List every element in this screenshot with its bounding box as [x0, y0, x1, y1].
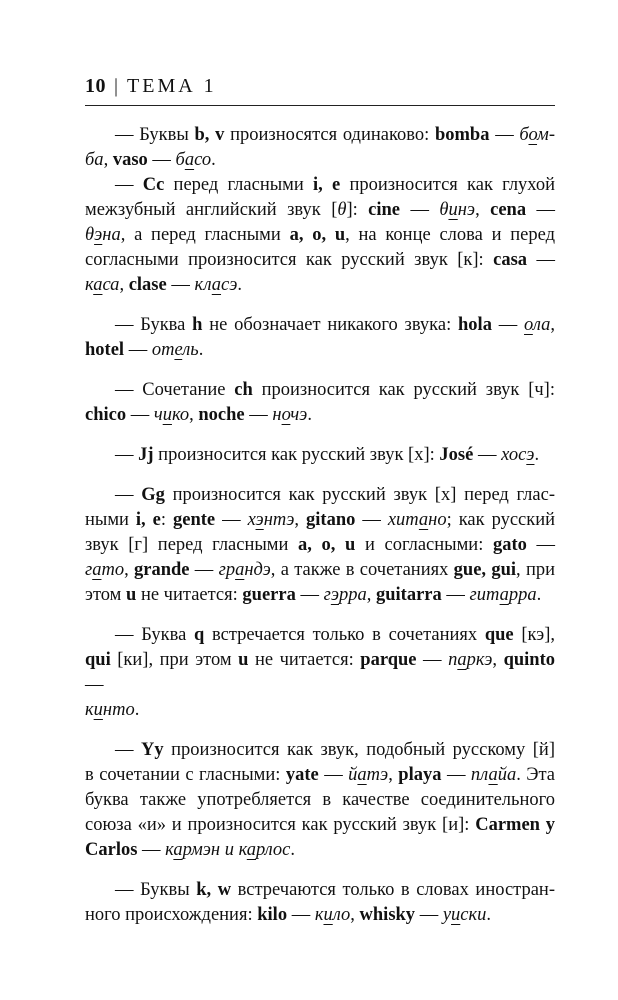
bold-run: whisky [359, 905, 416, 925]
text-line [85, 813, 555, 838]
text-run: — Буквы [115, 125, 195, 145]
bold-run: Carmen y [475, 815, 555, 835]
text-run: в сочетании с гласными: [85, 765, 286, 785]
text-run: . [536, 585, 542, 605]
text-line [85, 903, 555, 928]
stressed-letter-run: е [174, 340, 183, 360]
text-run: не читается: [136, 585, 243, 605]
italic-run: гр [218, 560, 236, 580]
italic-run: рра [508, 585, 537, 605]
bold-run: i, e [135, 510, 161, 530]
chapter-title: ТЕМА 1 [127, 75, 217, 97]
stressed-letter-run: а [499, 585, 509, 605]
text-line [85, 738, 555, 763]
paragraph [85, 443, 555, 468]
text-run: — [416, 650, 449, 670]
text-run: не читается: [248, 650, 361, 670]
stressed-letter-run: э [255, 510, 264, 530]
text-run: , [103, 150, 113, 170]
italic-run: ндэ [244, 560, 271, 580]
text-run: произносится как русский звук [ч]: [252, 380, 555, 400]
bold-run: vaso [112, 150, 148, 170]
italic-run: ба [85, 150, 104, 170]
text-line [85, 148, 555, 173]
text-run: . Эта [516, 765, 556, 785]
stressed-letter-run: и [451, 905, 461, 925]
text-run: — [295, 585, 324, 605]
paragraph [85, 173, 555, 298]
text-line [85, 173, 555, 198]
italic-run: г [323, 585, 331, 605]
text-run: , [124, 560, 135, 580]
text-line [85, 313, 555, 338]
italic-run: сэ [221, 275, 238, 295]
italic-run: м- [537, 125, 555, 145]
bold-run: playa [398, 765, 442, 785]
text-line [85, 273, 555, 298]
text-run: — [415, 905, 443, 925]
text-run: , [350, 905, 360, 925]
italic-run: ко [171, 405, 190, 425]
text-run: произносится как звук, подобный русскому [й] [163, 740, 555, 760]
text-run: встречается только в сочетаниях [204, 625, 485, 645]
text-run: и согласными: [355, 535, 493, 555]
italic-run: ски [460, 905, 487, 925]
text-line [85, 508, 555, 533]
bold-run: u [238, 650, 249, 670]
bold-run: a, o, u [289, 225, 346, 245]
italic-run: ркэ [466, 650, 493, 670]
text-line [85, 338, 555, 363]
italic-run: θ [337, 200, 347, 220]
bold-run: noche [198, 405, 245, 425]
text-run: — Буква [115, 625, 195, 645]
page-body-text [85, 123, 555, 928]
text-run: — [215, 510, 248, 530]
italic-run: са [102, 275, 120, 295]
bold-run: Gg [141, 485, 165, 505]
text-line [85, 648, 555, 698]
text-line [85, 443, 555, 468]
text-run: произносится как русский звук [х] перед глас- [164, 485, 555, 505]
italic-run: чэ [290, 405, 308, 425]
paragraph [85, 623, 555, 723]
bold-run: cena [490, 200, 527, 220]
stressed-letter-run: а [357, 765, 367, 785]
bold-run: bomba [434, 125, 490, 145]
stressed-letter-run: и [162, 405, 172, 425]
text-run: — [124, 340, 152, 360]
paragraph [85, 738, 555, 863]
paragraph [85, 378, 555, 428]
text-run: , а также в сочетаниях [270, 560, 454, 580]
text-line [85, 483, 555, 508]
text-run: не обозначает никакого звука: [202, 315, 459, 335]
text-run: . [534, 445, 540, 465]
paragraph [85, 483, 555, 608]
text-run: . [307, 405, 312, 425]
italic-run: к [314, 905, 324, 925]
italic-run: п [448, 650, 458, 670]
text-line [85, 533, 555, 558]
text-line [85, 623, 555, 648]
text-line [85, 123, 555, 148]
text-line [85, 763, 555, 788]
bold-run: gitano [306, 510, 356, 530]
bold-run: hotel [85, 340, 125, 360]
text-line [85, 788, 555, 813]
text-run: : [160, 510, 173, 530]
italic-run: к [85, 700, 94, 720]
text-run: , [189, 405, 199, 425]
stressed-letter-run: и [93, 700, 103, 720]
italic-run: гит [469, 585, 500, 605]
bold-run: i, e [313, 175, 341, 195]
bold-run: q [194, 625, 205, 645]
text-run: — [115, 175, 143, 195]
italic-run: от [151, 340, 175, 360]
text-run: — [147, 150, 176, 170]
text-line [85, 878, 555, 903]
text-run: , [492, 650, 504, 670]
italic-run: то [101, 560, 125, 580]
italic-run: θ [439, 200, 449, 220]
text-run: — [489, 125, 520, 145]
bold-run: Jj [138, 445, 154, 465]
stressed-letter-run: а [92, 560, 102, 580]
text-run: . [211, 150, 216, 170]
header-rule [85, 105, 555, 106]
italic-run: нтэ [263, 510, 295, 530]
italic-run: θ [85, 225, 95, 245]
text-run: — [473, 445, 502, 465]
stressed-letter-run: о [281, 405, 291, 425]
text-run: . [290, 840, 295, 860]
text-run: встречаются только в словах иностран- [231, 880, 555, 900]
text-run: . [134, 700, 140, 720]
bold-run: a, o, u [298, 535, 356, 555]
text-run: буква также употребляется в качестве соединительного [85, 790, 555, 810]
stressed-letter-run: а [418, 510, 429, 530]
paragraph [85, 878, 555, 928]
italic-run: ло [332, 905, 351, 925]
paragraph [85, 313, 555, 363]
bold-run: qui [85, 650, 111, 670]
bold-run: guitarra [376, 585, 442, 605]
text-run: [кэ], [513, 625, 555, 645]
bold-run: gente [173, 510, 216, 530]
text-run: , [550, 315, 555, 335]
stressed-letter-run: и [323, 905, 333, 925]
italic-run: н [272, 405, 282, 425]
text-run: — [126, 405, 154, 425]
italic-run: нэ [457, 200, 476, 220]
text-line [85, 378, 555, 403]
bold-run: guerra [242, 585, 296, 605]
text-run: — [115, 445, 139, 465]
header-separator: | [114, 75, 119, 97]
italic-run: тэ [366, 765, 389, 785]
italic-run: б [175, 150, 185, 170]
stressed-letter-run: и [448, 200, 458, 220]
italic-run: кл [194, 275, 212, 295]
bold-run: k, w [196, 880, 232, 900]
bold-run: h [192, 315, 203, 335]
bold-run: chico [85, 405, 127, 425]
text-run: , [366, 585, 376, 605]
bold-run: que [484, 625, 514, 645]
text-run: , [475, 200, 491, 220]
italic-run: г [85, 560, 93, 580]
text-run: согласными произносится как русский звук [к]: [85, 250, 494, 270]
text-line [85, 248, 555, 273]
text-run: — [527, 250, 555, 270]
text-run: — [189, 560, 219, 580]
stressed-letter-run: а [173, 840, 183, 860]
text-run: произносится как русский звук [х]: [153, 445, 440, 465]
text-line [85, 403, 555, 428]
bold-run: gato [492, 535, 527, 555]
stressed-letter-run: э [94, 225, 103, 245]
text-run: , [119, 275, 129, 295]
page-number: 10 [85, 75, 106, 97]
text-run: , [294, 510, 307, 530]
italic-run: хос [501, 445, 527, 465]
text-run: ными [85, 510, 136, 530]
italic-run: рра [339, 585, 367, 605]
page-header [85, 74, 555, 105]
italic-run: й [348, 765, 358, 785]
italic-run: но [428, 510, 447, 530]
italic-run: со [194, 150, 212, 170]
text-run: . [486, 905, 492, 925]
italic-run: нто [102, 700, 135, 720]
text-run: ного происхождения: [85, 905, 258, 925]
italic-run: ль [182, 340, 199, 360]
text-run: этом [85, 585, 127, 605]
stressed-letter-run: о [524, 315, 533, 335]
italic-run: к [85, 275, 94, 295]
bold-run: grande [134, 560, 190, 580]
bold-run: kilo [257, 905, 288, 925]
text-line [85, 838, 555, 863]
bold-run: parque [360, 650, 417, 670]
stressed-letter-run: а [235, 560, 245, 580]
text-line [85, 558, 555, 583]
text-run: межзубный английский звук [ [85, 200, 338, 220]
bold-run: b, v [194, 125, 225, 145]
italic-run: ла [532, 315, 551, 335]
text-run: . [198, 340, 204, 360]
italic-run: рлос [256, 840, 291, 860]
text-run: , а перед гласными [120, 225, 290, 245]
stressed-letter-run: а [457, 650, 467, 670]
stressed-letter-run: а [93, 275, 103, 295]
italic-run: у [442, 905, 452, 925]
italic-run: рмэн и к [182, 840, 247, 860]
italic-run: ч [153, 405, 163, 425]
italic-run: б [519, 125, 529, 145]
stressed-letter-run: о [528, 125, 538, 145]
text-line [85, 583, 555, 608]
text-run: — [115, 740, 142, 760]
text-run: — Буква [115, 315, 193, 335]
bold-run: quinto [503, 650, 555, 670]
text-line [85, 198, 555, 223]
bold-run: u [126, 585, 137, 605]
stressed-letter-run: а [246, 840, 257, 860]
stressed-letter-run: э [526, 445, 535, 465]
italic-run: пл [470, 765, 489, 785]
stressed-letter-run: а [211, 275, 222, 295]
bold-run: casa [493, 250, 528, 270]
text-run: — [115, 485, 142, 505]
bold-run: Carlos [85, 840, 138, 860]
text-run: ; как русский [446, 510, 556, 530]
bold-run: José [439, 445, 474, 465]
italic-run: хит [387, 510, 419, 530]
text-run: — [137, 840, 166, 860]
bold-run: clase [128, 275, 167, 295]
text-run: произносятся одинаково: [224, 125, 435, 145]
text-run: — [244, 405, 273, 425]
text-run: — [441, 765, 471, 785]
text-run: — [355, 510, 388, 530]
text-run: — Сочетание [115, 380, 235, 400]
text-run: — [287, 905, 315, 925]
text-run: — [526, 200, 555, 220]
text-run: , [388, 765, 399, 785]
text-run: союза «и» и произносится как русский звук [и]: [85, 815, 476, 835]
bold-run: cine [368, 200, 401, 220]
bold-run: Cc [142, 175, 165, 195]
text-run: произносится как глухой [340, 175, 556, 195]
text-run: — [491, 315, 525, 335]
text-run: — [526, 535, 556, 555]
text-run: — [400, 200, 440, 220]
paragraph [85, 123, 555, 173]
text-line [85, 698, 555, 723]
text-run: ]: [346, 200, 369, 220]
text-run: , при [516, 560, 556, 580]
italic-run: х [247, 510, 256, 530]
text-run: — Буквы [115, 880, 197, 900]
bold-run: gue, gui [453, 560, 517, 580]
text-run: — [85, 675, 104, 695]
text-run: . [237, 275, 243, 295]
text-run: звук [г] перед гласными [85, 535, 299, 555]
bold-run: Yy [141, 740, 164, 760]
stressed-letter-run: а [184, 150, 195, 170]
text-run: перед гласными [164, 175, 313, 195]
text-run: — [318, 765, 349, 785]
text-run: — [441, 585, 470, 605]
italic-run: к [165, 840, 174, 860]
bold-run: ch [234, 380, 253, 400]
italic-run: йа [497, 765, 517, 785]
text-run: [ки], при этом [110, 650, 239, 670]
stressed-letter-run: а [488, 765, 498, 785]
text-line [85, 223, 555, 248]
stressed-letter-run: э [330, 585, 339, 605]
italic-run: на [102, 225, 121, 245]
text-run: — [166, 275, 195, 295]
text-run: , на конце слова и перед [345, 225, 555, 245]
bold-run: hola [458, 315, 492, 335]
bold-run: yate [285, 765, 319, 785]
